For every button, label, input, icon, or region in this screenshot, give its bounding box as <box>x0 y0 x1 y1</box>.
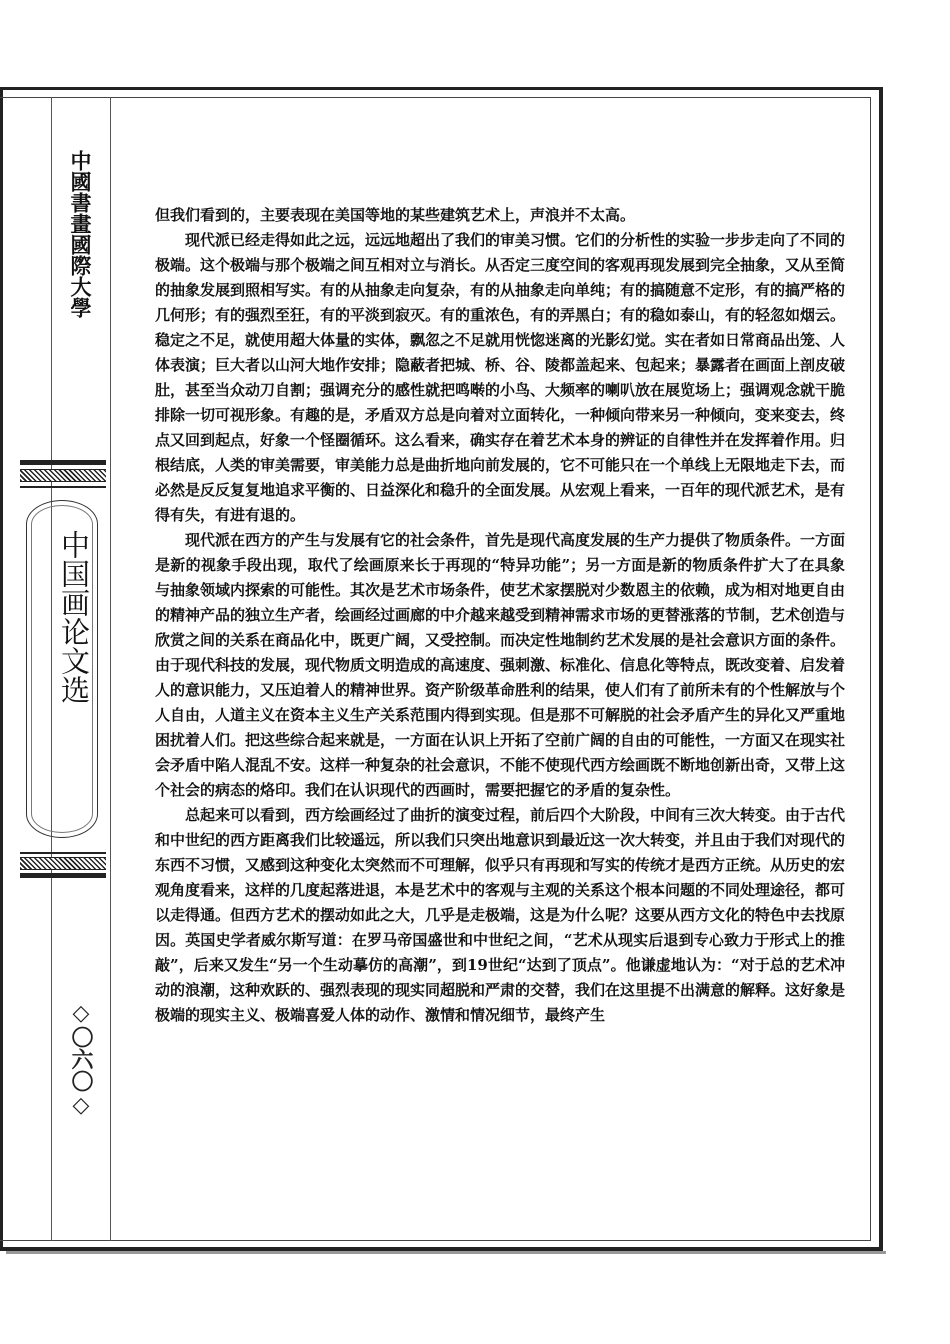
cartouche-bottom-hatch <box>20 857 106 870</box>
cartouche-top-rule <box>20 486 106 488</box>
paragraph: 现代派已经走得如此之远，远远地超出了我们的审美习惯。它们的分析性的实验一步步走向了不同的极端。这个极端与那个极端之间互相对立与消长。从否定三度空间的客观再现发展到完全抽象，又从至简的抽象发展到照相写实。有的从抽象走向复杂，有的从抽象走向单纯；有的搞随意不定形，有的搞严格的几何形；有的强烈至狂，有的平淡到寂灭。有的重浓色，有的弄黑白；有的稳如泰山，有的轻忽如烟云。稳定之不足，就使用超大体量的实体，飘忽之不足就用恍惚迷离的光影幻觉。实在者如日常商品出笼、人体表演；巨大者以山河大地作安排；隐蔽者把城、桥、谷、陵都盖起来、包起来；暴露者在画面上剖皮破肚，甚至当众动刀自割；强调充分的感性就把鸣啭的小鸟、大频率的喇叭放在展览场上；强调观念就干脆排除一切可视形象。有趣的是，矛盾双方总是向着对立面转化，一种倾向带来另一种倾向，变来变去，终点又回到起点，好象一个怪圈循环。这么看来，确实存在着艺术本身的辨证的自律性并在发挥着作用。归根结底，人类的审美需要，审美能力总是曲折地向前发展的，它不可能只在一个单线上无限地走下去，而必然是反反复复地追求平衡的、日益深化和稳升的全面发展。从宏观上看来，一百年的现代派艺术，是有得有失，有进有退的。 <box>155 231 846 524</box>
page-number: ◇〇六〇◇ <box>68 1000 94 1118</box>
cartouche-bottom-rule <box>20 852 106 854</box>
paragraph: 总起来可以看到，西方绘画经过了曲折的演变过程，前后四个大阶段，中间有三次大转变。由于古代和中世纪的西方距离我们比较遥远，所以我们只突出地意识到最近这一次大转变，并且由于我们对现代的东西不习惯，又感到这种变化太突然而不可理解，似乎只有再现和写实的传统才是西方正统。从历史的宏观角度看来，这样的几度起落进退，本是艺术中的客观与主观的关系这个根本问题的不同处理途径，都可以走得通。但西方艺术的摆动如此之大，几乎是走极端，这是为什么呢？这要从西方文化的特色中去找原因。英国史学者威尔斯写道：在罗马帝国盛世和中世纪之间，“艺术从现实后退到专心致力于形式上的推敲”，后来又发生“另一个生动摹仿的高潮”，到19世纪“达到了顶点”。他谦虚地认为：“对于总的艺术冲动的浪潮，这种欢跃的、强烈表现的现实同超脱和严肃的交替，我们在这里提不出满意的解释。这好象是极端的现实主义、极端喜爱人体的动作、激情和情况细节，最终产生 <box>155 806 846 1024</box>
cartouche-top-hatch <box>20 469 106 482</box>
page-frame-shadow <box>6 1251 886 1254</box>
paragraph: 现代派在西方的产生与发展有它的社会条件，首先是现代高度发展的生产力提供了物质条件。一方面是新的视象手段出现，取代了绘画原来长于再现的“特异功能”；另一方面是新的物质条件扩大了在具象与抽象领域内探索的可能性。其次是艺术市场条件，使艺术家摆脱对少数恩主的依赖，成为相对地更自由的精神产品的独立生产者，绘画经过画廊的中介越来越受到精神需求市场的更替涨落的节制，艺术创造与欣赏之间的关系在商品化中，既更广阔，又受控制。而决定性地制约艺术发展的是社会意识方面的条件。由于现代科技的发展，现代物质文明造成的高速度、强刺激、标准化、信息化等特点，既改变着、启发着人的意识能力，又压迫着人的精神世界。资产阶级革命胜利的结果，使人们有了前所未有的个性解放与个人自由，人道主义在资本主义生产关系范围内得到实现。但是那不可解脱的社会矛盾产生的异化又严重地困扰着人们。把这些综合起来就是，一方面在认识上开拓了空前广阔的自由的可能性，一方面又在现实社会矛盾中陷人混乱不安。这样一种复杂的社会意识，不能不使现代西方绘画既不断地创新出奇，又带上这个社会的病态的烙印。我们在认识现代的西画时，需要把握它的矛盾的复杂性。 <box>155 531 846 799</box>
book-title: 中国画论文选 <box>57 530 91 704</box>
book-title-cartouche <box>20 460 106 880</box>
paragraph: 但我们看到的，主要表现在美国等地的某些建筑艺术上，声浪并不太高。 <box>155 206 636 224</box>
cartouche-top-bar <box>20 460 106 465</box>
cartouche-bottom-bar <box>20 873 106 878</box>
body-text <box>155 203 845 1028</box>
series-title: 中國書畫國際大學 <box>68 150 93 318</box>
spine-rule-right <box>110 97 111 1241</box>
